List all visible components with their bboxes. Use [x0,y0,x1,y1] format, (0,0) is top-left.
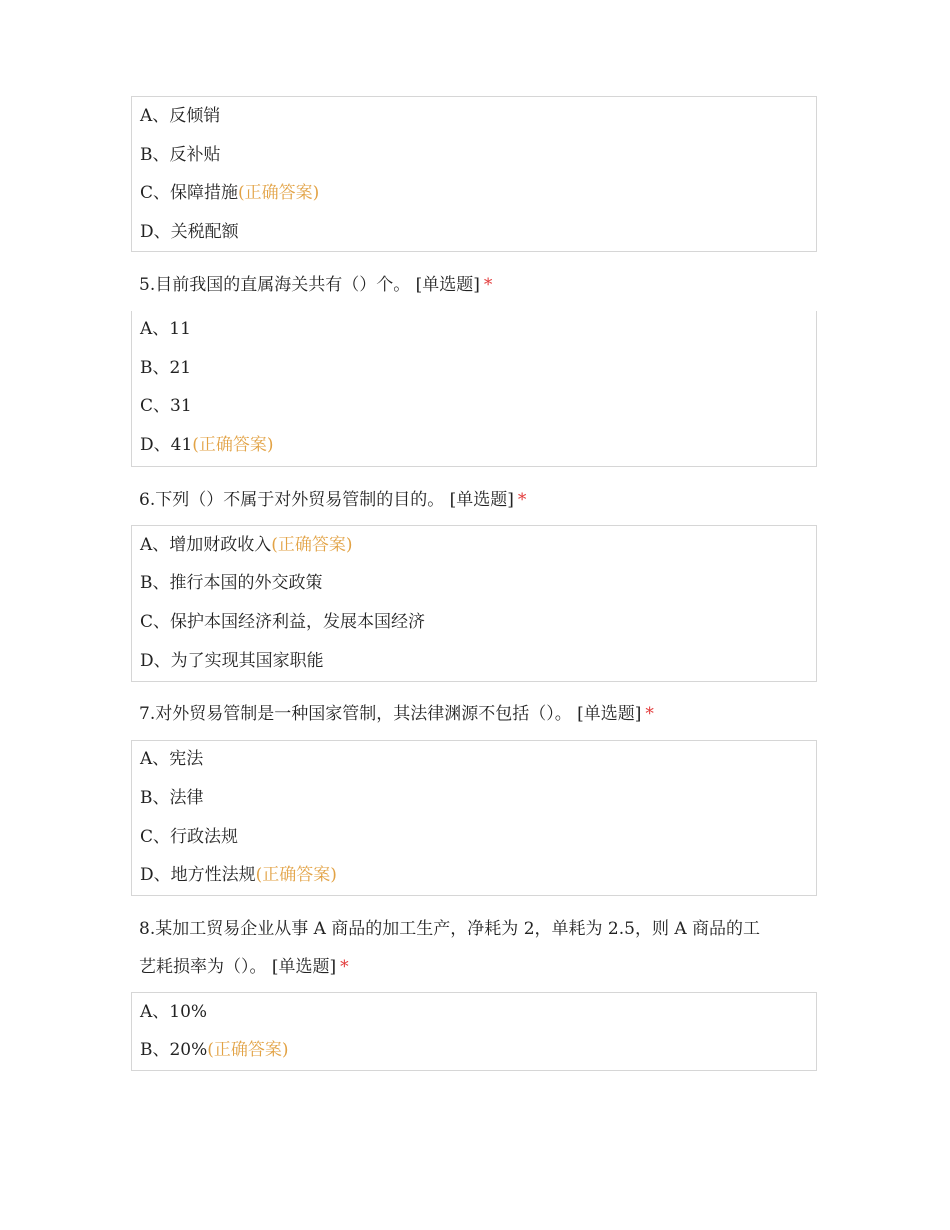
q6-options [131,525,817,682]
q5-option-c: C、31 [140,396,192,416]
q5-option-d: D、41(正确答案) [140,435,274,455]
q4-option-b: B、反补贴 [140,145,221,165]
correct-answer-tag: (正确答案) [271,535,353,555]
q4-options [131,96,817,252]
q6-title: 6.下列（）不属于对外贸易管制的目的。 [单选题] * [139,490,527,510]
q7-option-c: C、行政法规 [140,827,239,847]
q7-title: 7.对外贸易管制是一种国家管制，其法律渊源不包括（）。 [单选题] * [139,704,654,724]
q4-option-d: D、关税配额 [140,222,239,242]
q8-title: 8.某加工贸易企业从事 A 商品的加工生产，净耗为 2，单耗为 2.5，则 A 商品的工 艺耗损率为（）。 [单选题] * [139,919,761,977]
q7-option-d: D、地方性法规(正确答案) [140,865,337,885]
q6-option-a: A、增加财政收入(正确答案) [140,535,353,555]
q5-title: 5.目前我国的直属海关共有（）个。 [单选题] * [139,275,493,295]
required-mark: * [340,957,349,977]
correct-answer-tag: (正确答案) [207,1040,289,1060]
q6-option-b: B、推行本国的外交政策 [140,573,323,593]
q8-option-b: B、20%(正确答案) [140,1040,289,1060]
q4-option-a: A、反倾销 [140,106,221,126]
correct-answer-tag: (正确答案) [192,435,274,455]
q7-options [131,740,817,896]
required-mark: * [483,275,493,295]
q7-option-a: A、宪法 [140,749,204,769]
q5-options [131,311,817,467]
q5-option-b: B、21 [140,358,192,378]
required-mark: * [517,490,527,510]
correct-answer-tag: (正确答案) [238,183,320,203]
q8-options [131,992,817,1071]
q8-option-a: A、10% [140,1002,208,1022]
q6-option-c: C、保护本国经济利益，发展本国经济 [140,612,426,632]
correct-answer-tag: (正确答案) [255,865,337,885]
q4-option-c: C、保障措施(正确答案) [140,183,320,203]
q5-option-a: A、11 [140,319,191,339]
required-mark: * [645,704,654,724]
q7-option-b: B、法律 [140,788,204,808]
q6-option-d: D、为了实现其国家职能 [140,651,324,671]
